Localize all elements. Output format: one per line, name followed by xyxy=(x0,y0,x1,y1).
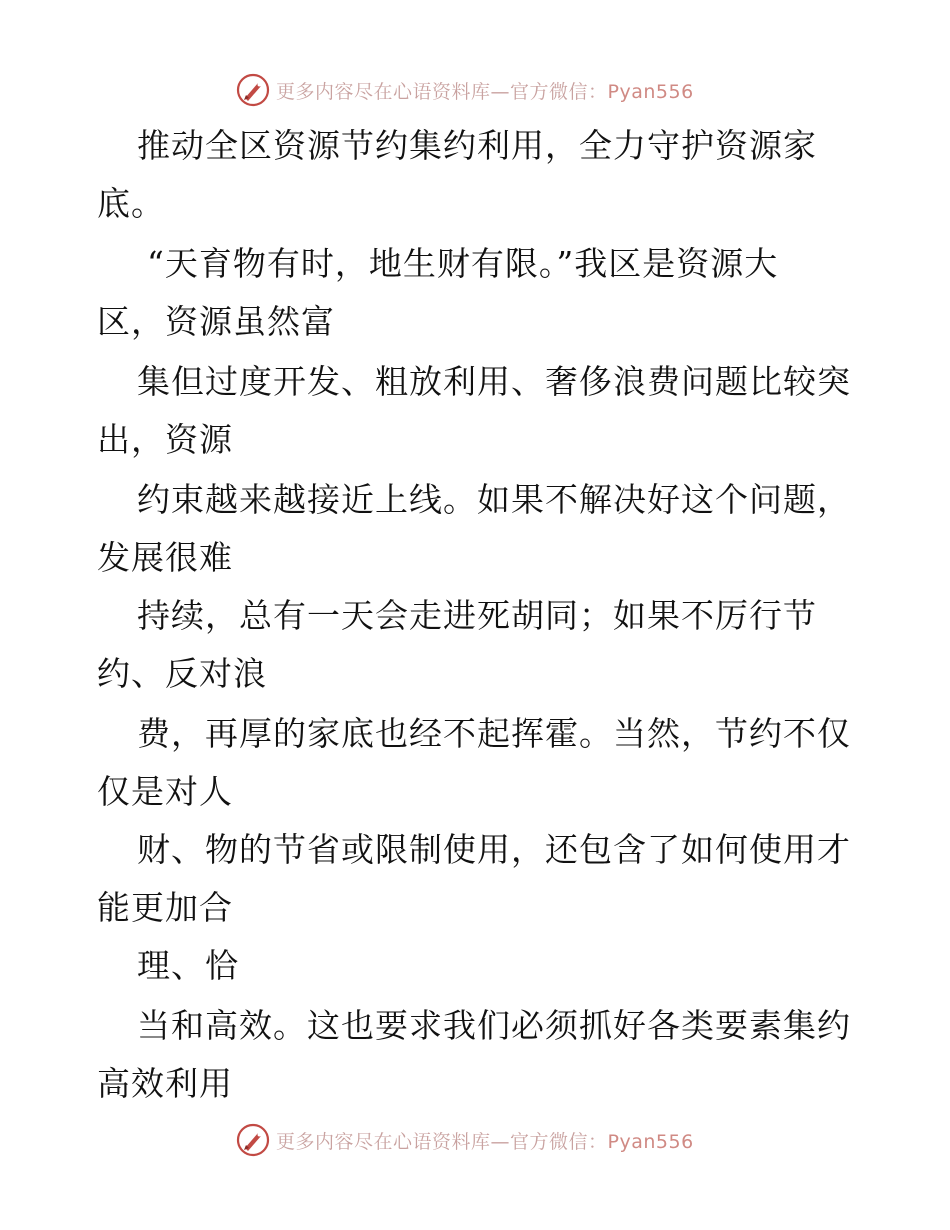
text-line: 理、恰 xyxy=(137,946,239,985)
watermark-text xyxy=(276,77,694,104)
text-line: 出，资源 xyxy=(97,420,233,459)
watermark-id: Pyan556 xyxy=(607,1130,694,1153)
text-line: 底。 xyxy=(97,184,165,223)
text-line: 当和高效。这也要求我们必须抓好各类要素集约 xyxy=(137,1006,851,1045)
text-line: 集但过度开发、粗放利用、奢侈浪费问题比较突 xyxy=(137,362,851,401)
text-line: 区，资源虽然富 xyxy=(97,302,335,341)
watermark-label: 更多内容尽在心语资料库—官方微信： xyxy=(276,1130,608,1153)
text-line: 约束越来越接近上线。如果不解决好这个问题， xyxy=(137,480,851,519)
text-line: 持续，总有一天会走进死胡同；如果不厉行节 xyxy=(137,596,817,635)
text-line: 能更加合 xyxy=(97,888,233,927)
watermark-text xyxy=(276,1127,694,1154)
footer-watermark xyxy=(236,1122,694,1158)
watermark-id: Pyan556 xyxy=(607,80,694,103)
text-line: 推动全区资源节约集约利用，全力守护资源家 xyxy=(137,126,817,165)
text-line: “天育物有时，地生财有限。”我区是资源大 xyxy=(147,244,779,283)
watermark-label: 更多内容尽在心语资料库—官方微信： xyxy=(276,80,608,103)
pen-badge-icon xyxy=(236,73,270,107)
text-line: 费，再厚的家底也经不起挥霍。当然，节约不仅 xyxy=(137,714,851,753)
header-watermark xyxy=(236,72,694,108)
text-line: 高效利用 xyxy=(97,1064,233,1103)
text-line: 发展很难 xyxy=(97,538,233,577)
pen-badge-icon xyxy=(236,1123,270,1157)
text-line: 约、反对浪 xyxy=(97,654,267,693)
text-line: 仅是对人 xyxy=(97,772,233,811)
text-line: 财、物的节省或限制使用，还包含了如何使用才 xyxy=(137,830,851,869)
